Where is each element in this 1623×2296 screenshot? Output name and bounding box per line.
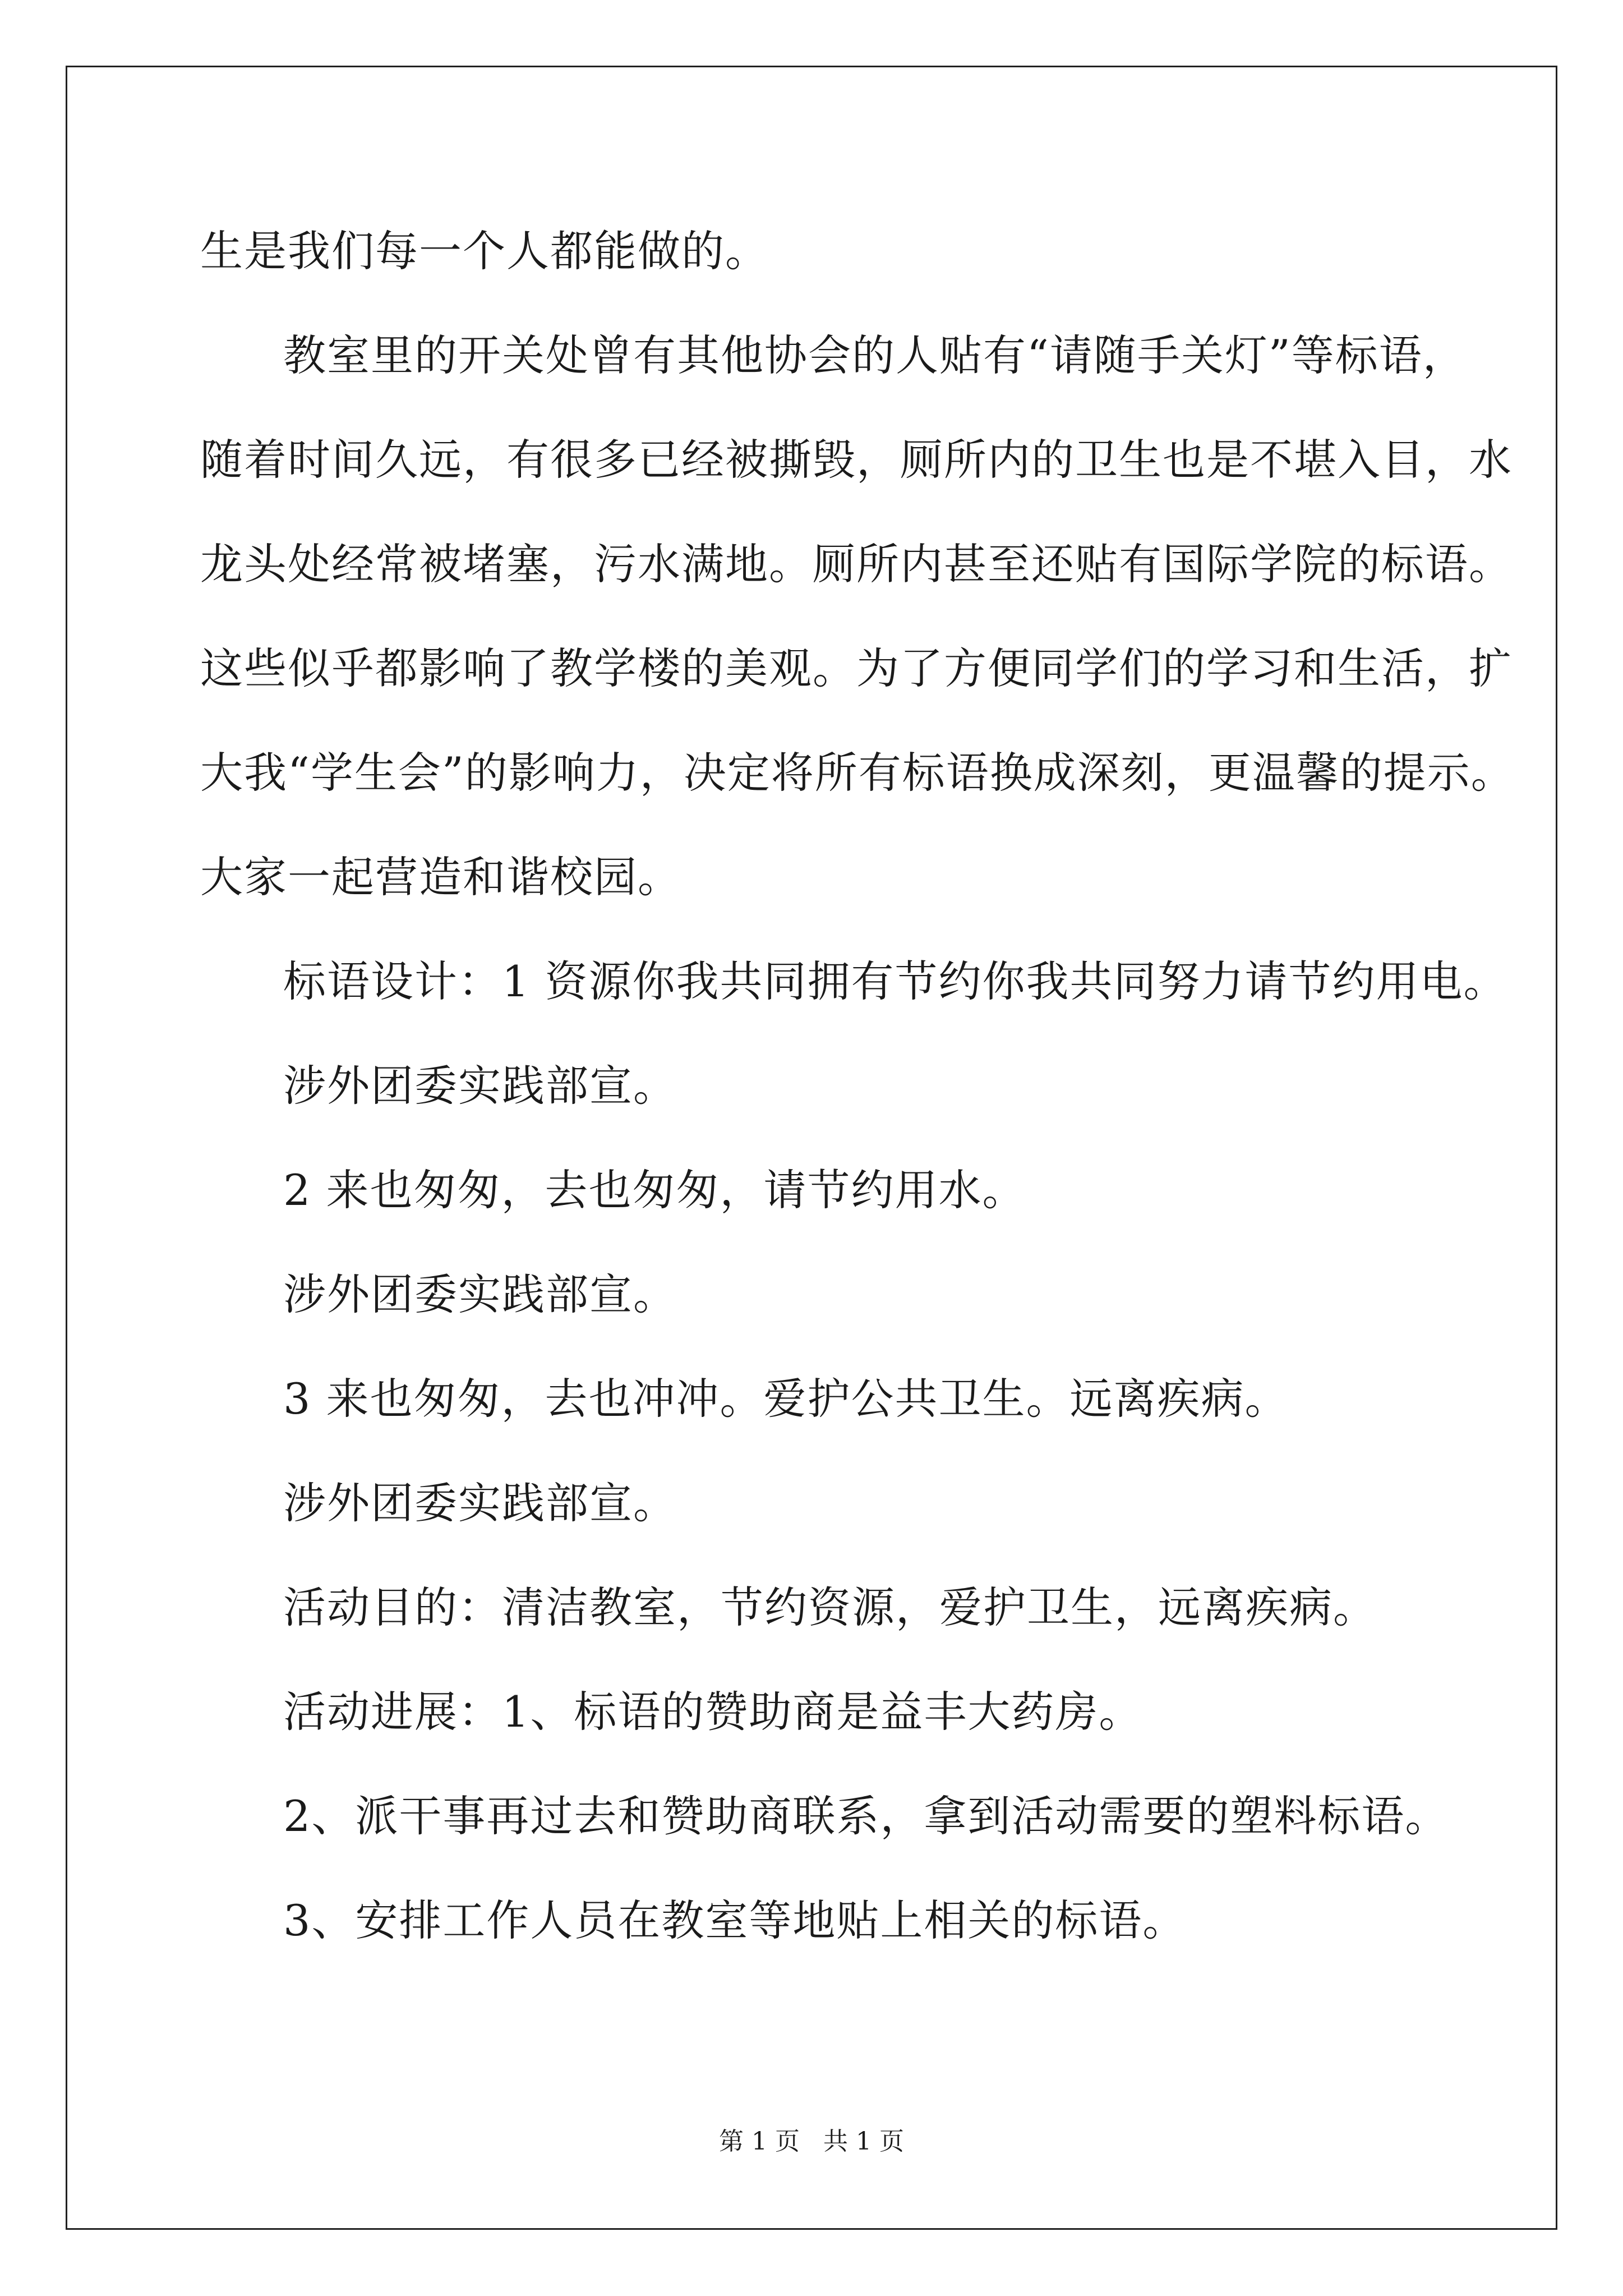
body-text-line: 大家一起营造和谐校园。 [200,852,681,902]
body-text-line: 龙头处经常被堵塞，污水满地。厕所内甚至还贴有国际学院的标语。 [200,539,1513,589]
slogan-credit-line: 涉外团委实践部宣。 [283,1269,677,1319]
slogan-credit-line: 涉外团委实践部宣。 [283,1061,677,1111]
slogan-line: 3 来也匆匆，去也冲冲。爱护公共卫生。远离疾病。 [283,1374,1289,1424]
body-text-line: 随着时间久远，有很多已经被撕毁，厕所内的卫生也是不堪入目，水 [200,435,1513,485]
slogan-design-line: 标语设计：1 资源你我共同拥有节约你我共同努力请节约用电。 [283,956,1507,1006]
activity-progress-line: 2、派干事再过去和赞助商联系，拿到活动需要的塑料标语。 [283,1791,1449,1841]
page-number-footer: 第 1 页 共 1 页 [719,2127,904,2156]
body-text-line: 大我“学生会”的影响力，决定将所有标语换成深刻，更温馨的提示。 [200,748,1515,798]
activity-progress-line: 3、安排工作人员在教室等地贴上相关的标语。 [283,1895,1187,1945]
slogan-credit-line: 涉外团委实践部宣。 [283,1478,677,1528]
activity-purpose-line: 活动目的：清洁教室，节约资源，爱护卫生，远离疾病。 [283,1582,1377,1632]
body-text-line: 教室里的开关处曾有其他协会的人贴有“请随手关灯”等标语， [283,330,1467,380]
body-text-line: 生是我们每一个人都能做的。 [200,226,769,276]
slogan-line: 2 来也匆匆，去也匆匆，请节约用水。 [283,1165,1026,1215]
activity-progress-line: 活动进展：1、标语的赞助商是益丰大药房。 [283,1687,1143,1737]
body-text-line: 这些似乎都影响了教学楼的美观。为了方便同学们的学习和生活，扩 [200,643,1513,693]
